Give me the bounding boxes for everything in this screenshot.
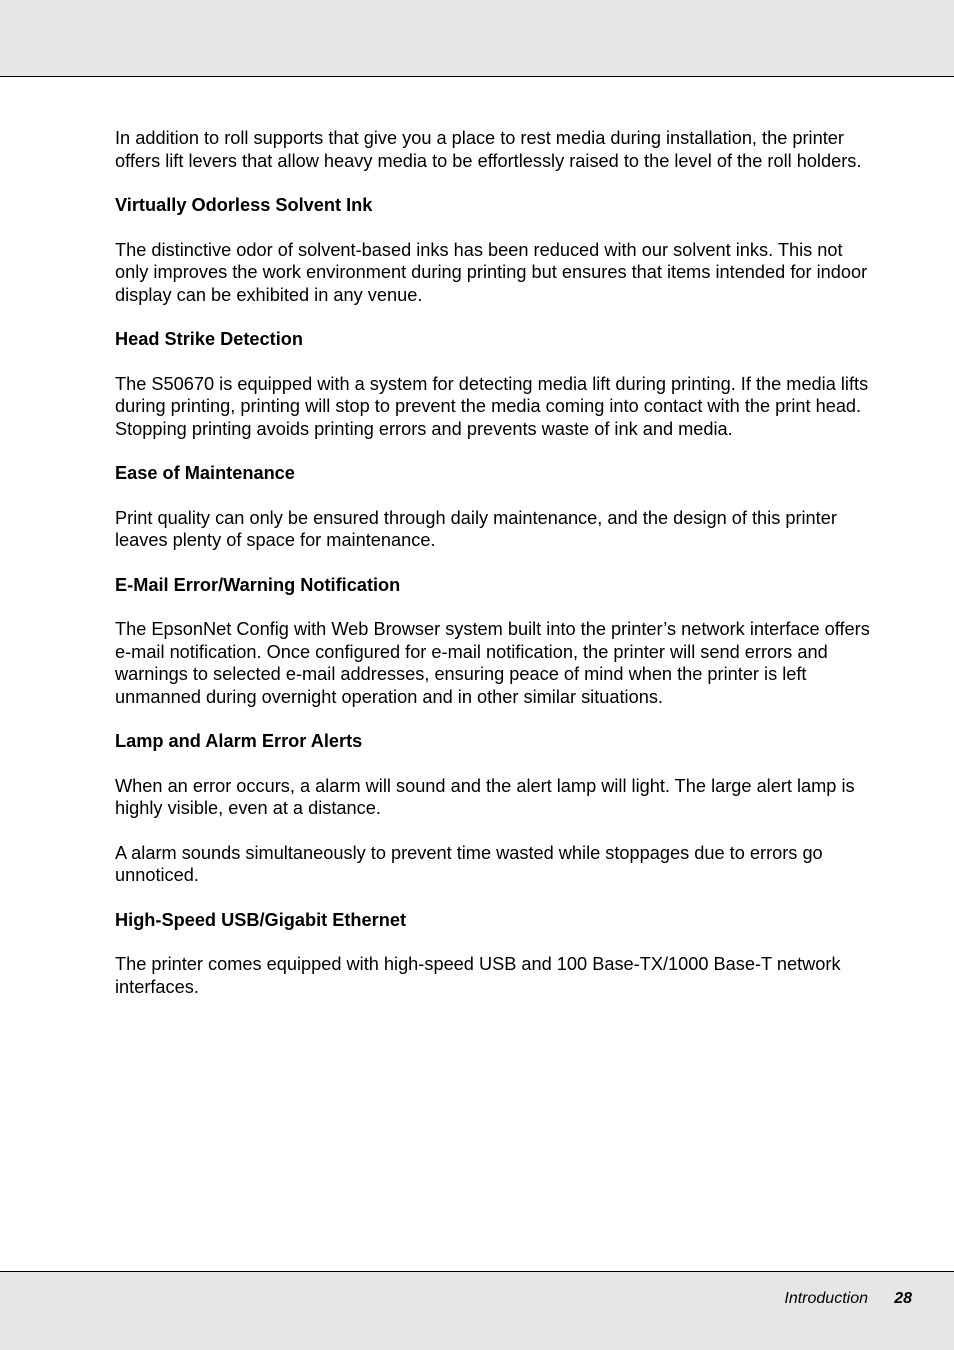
section-paragraph: The distinctive odor of solvent-based inks has been reduced with our solvent inks. This not only improves the work environment during printing but ensures that items intended for indoor display can be exhibited in any venue. (115, 239, 868, 305)
page-footer-band (0, 1271, 954, 1350)
section-paragraph: A alarm sounds simultaneously to prevent time wasted while stoppages due to errors go unnoticed. (115, 842, 823, 885)
section-paragraph: Print quality can only be ensured through daily maintenance, and the design of this printer leaves plenty of space for maintenance. (115, 507, 837, 550)
section-paragraph: The S50670 is equipped with a system for detecting media lift during printing. If the media lifts during printing, printing will stop to prevent the media coming into contact with the print head. Stopping printing avoids printing errors and prevents waste of ink and media. (115, 373, 869, 439)
section-paragraph: The printer comes equipped with high-speed USB and 100 Base-TX/1000 Base-T network interfaces. (115, 954, 841, 997)
section-usb-ethernet (115, 909, 877, 999)
section-ease-of-maintenance (115, 462, 877, 552)
page-header-band (0, 0, 954, 77)
section-email-notification (115, 574, 877, 709)
footer-page-number: 28 (894, 1290, 912, 1307)
section-heading: Head Strike Detection (115, 329, 303, 349)
section-paragraph: The EpsonNet Config with Web Browser system built into the printer’s network interface offers e-mail notification. Once configured for e-mail notification, the printer will send errors and warnings to selected e-mail addresses, ensuring peace of mind when the printer is left unmanned during overnight operation and in other similar situations. (115, 619, 870, 707)
intro-paragraph: In addition to roll supports that give you a place to rest media during installation, the printer offers lift levers that allow heavy media to be effortlessly raised to the level of the roll holders. (115, 128, 862, 171)
page-content (115, 127, 877, 1020)
section-heading: Ease of Maintenance (115, 463, 295, 483)
section-lamp-alarm-alerts (115, 730, 877, 887)
section-odorless-ink (115, 194, 877, 306)
section-paragraph: When an error occurs, a alarm will sound and the alert lamp will light. The large alert lamp is highly visible, even at a distance. (115, 775, 855, 818)
footer-section-name: Introduction (784, 1290, 868, 1307)
section-heading: E-Mail Error/Warning Notification (115, 574, 401, 595)
section-heading: High-Speed USB/Gigabit Ethernet (115, 909, 407, 930)
section-head-strike-detection (115, 328, 877, 440)
section-heading: Virtually Odorless Solvent Ink (115, 195, 373, 215)
section-heading: Lamp and Alarm Error Alerts (115, 731, 363, 751)
